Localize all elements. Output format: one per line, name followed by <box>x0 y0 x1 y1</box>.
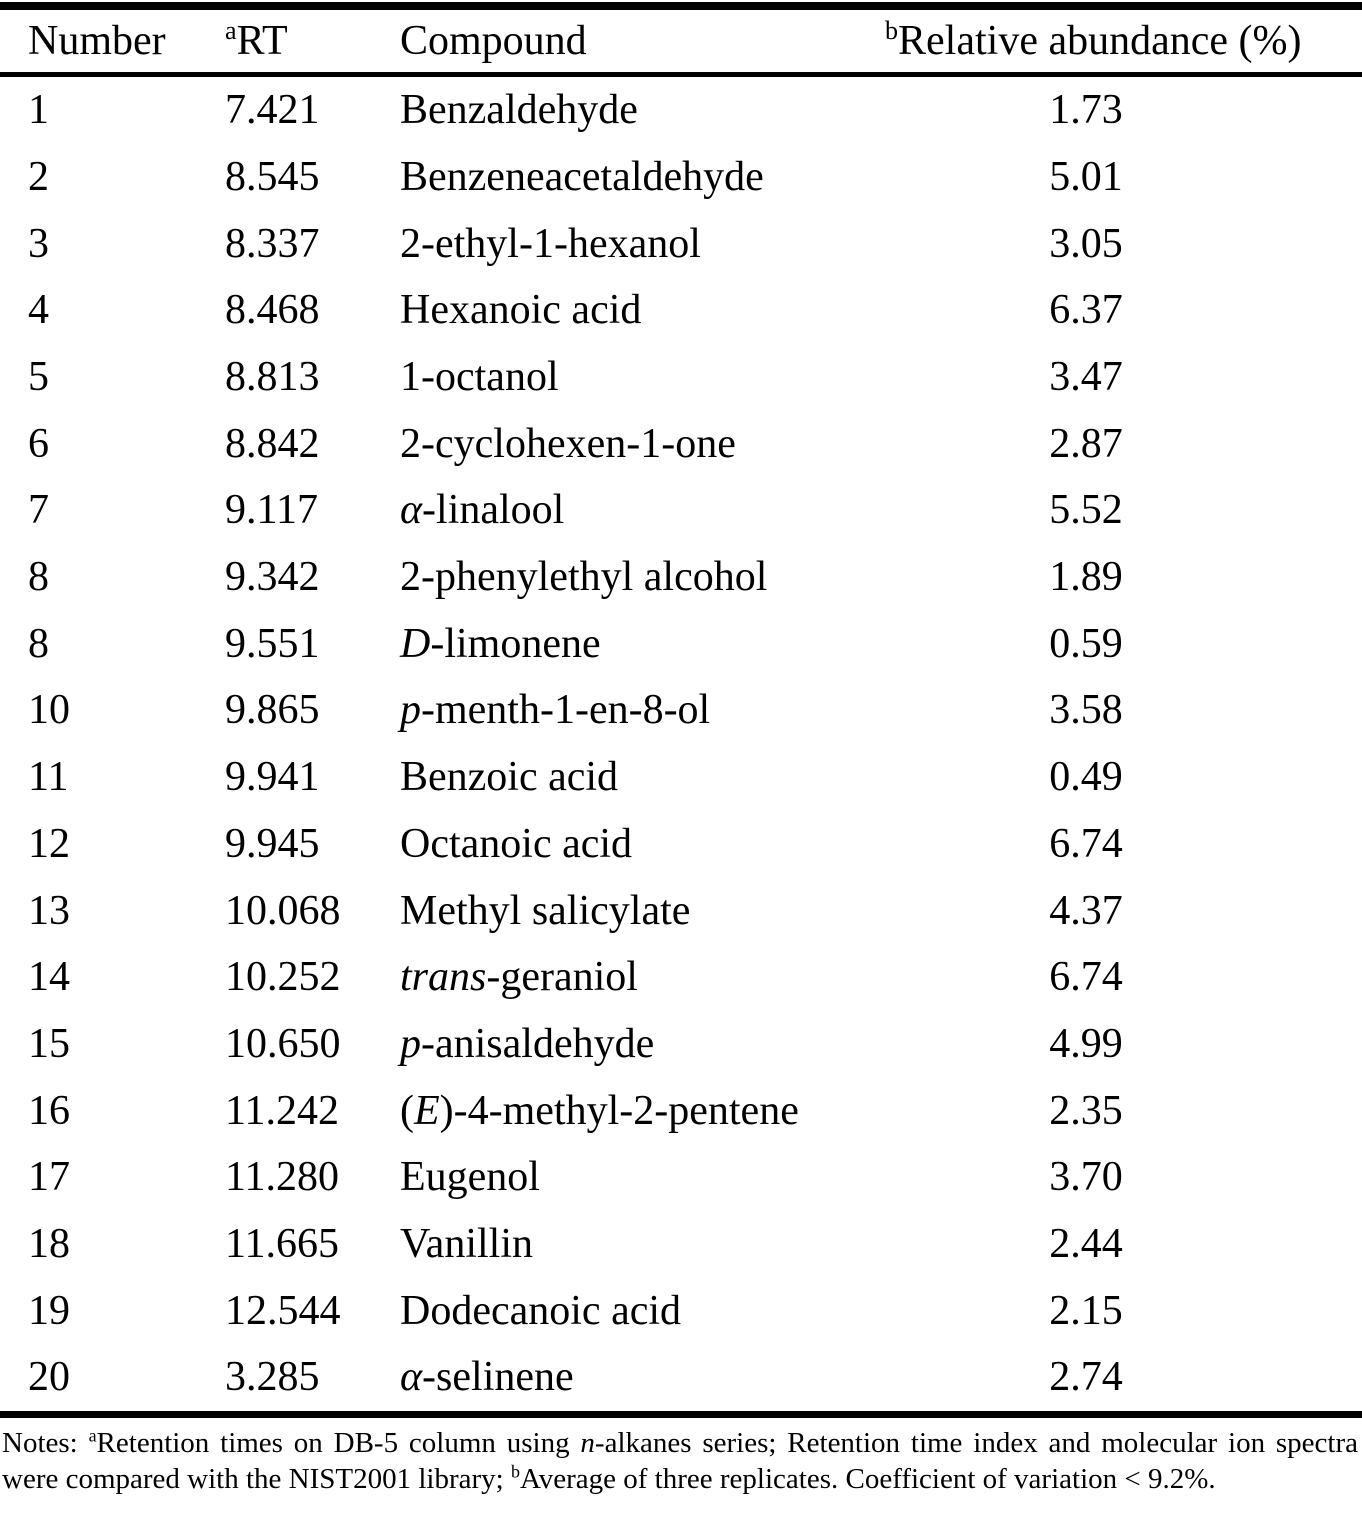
compound-cell <box>400 954 885 1000</box>
table-row <box>0 811 1362 878</box>
rt-cell: 8.813 <box>225 354 320 400</box>
number-cell: 6 <box>28 420 49 467</box>
text-segment: Benzaldehyde <box>400 87 638 134</box>
table-row <box>0 477 1362 544</box>
table-row <box>0 144 1362 211</box>
number-cell: 8 <box>28 554 49 601</box>
column-header-number <box>28 18 225 64</box>
abundance-cell: 0.59 <box>1049 620 1123 667</box>
table-bottom-rule <box>0 1411 1362 1418</box>
table-row <box>0 210 1362 277</box>
text-segment: Vanillin <box>400 1220 533 1267</box>
table-row <box>0 1077 1362 1144</box>
table-row <box>0 611 1362 678</box>
rt-cell: 11.665 <box>225 1220 339 1267</box>
italic-segment: p <box>400 687 421 734</box>
abundance-cell: 4.37 <box>1049 887 1123 934</box>
footnote-marker-b: b <box>885 15 899 45</box>
number-cell: 16 <box>28 1087 70 1134</box>
compound-cell <box>400 421 885 467</box>
text-segment: Notes: <box>2 1426 89 1459</box>
compound-cell <box>400 1088 885 1134</box>
abundance-cell: 3.58 <box>1049 687 1123 734</box>
text-segment: )-4-methyl-2-pentene <box>439 1087 799 1134</box>
rt-cell: 3.285 <box>225 1354 320 1401</box>
compound-cell <box>400 687 885 733</box>
number-cell: 4 <box>28 287 49 334</box>
column-header-label: Relative abundance (%) <box>898 17 1302 64</box>
abundance-cell: 2.44 <box>1049 1220 1123 1267</box>
number-cell: 8 <box>28 620 49 667</box>
rt-cell: 11.242 <box>225 1087 339 1134</box>
text-segment: -geraniol <box>486 954 638 1001</box>
table-row <box>0 344 1362 411</box>
italic-segment: E <box>414 1087 440 1134</box>
abundance-cell: 5.01 <box>1049 153 1123 200</box>
number-cell: 17 <box>28 1154 70 1201</box>
superscript: a <box>88 1425 97 1446</box>
compound-cell <box>400 1021 885 1067</box>
table-row <box>0 1277 1362 1344</box>
text-segment: Methyl salicylate <box>400 887 691 934</box>
text-segment: Benzoic acid <box>400 754 619 801</box>
text-segment: -selinene <box>422 1354 574 1401</box>
number-cell: 14 <box>28 954 70 1001</box>
compound-cell <box>400 154 885 200</box>
rt-cell: 12.544 <box>225 1287 341 1334</box>
text-segment: -linalool <box>422 487 565 534</box>
abundance-cell: 4.99 <box>1049 1020 1123 1067</box>
compound-cell <box>400 87 885 133</box>
text-segment: -menth-1-en-8-ol <box>421 687 711 734</box>
abundance-cell: 6.37 <box>1049 287 1123 334</box>
abundance-cell: 2.87 <box>1049 420 1123 467</box>
abundance-cell: 3.70 <box>1049 1154 1123 1201</box>
table-row <box>0 1211 1362 1278</box>
table-row <box>0 944 1362 1011</box>
compound-cell <box>400 821 885 867</box>
abundance-cell: 1.89 <box>1049 554 1123 601</box>
abundance-cell: 5.52 <box>1049 487 1123 534</box>
abundance-cell: 0.49 <box>1049 754 1123 801</box>
italic-segment: α <box>400 487 423 534</box>
rt-cell: 10.068 <box>225 887 341 934</box>
number-cell: 3 <box>28 220 49 267</box>
rt-cell: 9.945 <box>225 820 320 867</box>
number-cell: 2 <box>28 153 49 200</box>
compound-cell <box>400 287 885 333</box>
table-body <box>0 77 1362 1411</box>
text-segment: Average of three replicates. Coefficient of variation < 9.2%. <box>519 1462 1216 1495</box>
abundance-cell: 3.47 <box>1049 354 1123 400</box>
table-row <box>0 277 1362 344</box>
italic-segment: p <box>400 1020 421 1067</box>
italic-segment: D <box>400 620 431 667</box>
abundance-cell: 3.05 <box>1049 220 1123 267</box>
column-header-rt <box>225 15 400 64</box>
abundance-cell: 1.73 <box>1049 87 1123 134</box>
superscript: b <box>510 1461 520 1482</box>
italic-segment: trans <box>400 954 487 1001</box>
column-header-compound <box>400 18 885 64</box>
compound-cell <box>400 1288 885 1334</box>
number-cell: 1 <box>28 87 49 134</box>
compound-cell <box>400 1354 885 1400</box>
abundance-cell: 2.35 <box>1049 1087 1123 1134</box>
compound-cell <box>400 554 885 600</box>
text-segment: Benzeneacetaldehyde <box>400 153 764 200</box>
column-header-label: RT <box>236 17 288 64</box>
footnote-marker-a: a <box>225 15 237 45</box>
number-cell: 15 <box>28 1020 70 1067</box>
rt-cell: 7.421 <box>225 87 320 134</box>
table-row <box>0 877 1362 944</box>
compound-table-page <box>0 2 1362 1527</box>
abundance-cell: 6.74 <box>1049 820 1123 867</box>
text-segment: ( <box>400 1087 414 1134</box>
number-cell: 7 <box>28 487 49 534</box>
abundance-cell: 6.74 <box>1049 954 1123 1001</box>
italic-segment: n <box>580 1426 595 1459</box>
rt-cell: 8.337 <box>225 220 320 267</box>
table-row <box>0 1344 1362 1411</box>
text-segment: 1-octanol <box>400 354 559 400</box>
abundance-cell: 2.74 <box>1049 1354 1123 1401</box>
number-cell: 10 <box>28 687 70 734</box>
compound-cell <box>400 621 885 667</box>
text-segment: Hexanoic acid <box>400 287 642 334</box>
rt-cell: 9.551 <box>225 620 320 667</box>
rt-cell: 8.842 <box>225 420 320 467</box>
column-header-label: Compound <box>400 17 587 64</box>
text-segment: 2-cyclohexen-1-one <box>400 420 736 467</box>
table-row <box>0 410 1362 477</box>
number-cell: 12 <box>28 820 70 867</box>
table-row <box>0 77 1362 144</box>
text-segment: -anisaldehyde <box>421 1020 655 1067</box>
text-segment: 2-ethyl-1-hexanol <box>400 220 701 267</box>
table-top-rule <box>0 2 1362 10</box>
compound-cell <box>400 487 885 533</box>
number-cell: 20 <box>28 1354 70 1401</box>
number-cell: 11 <box>28 754 69 801</box>
number-cell: 5 <box>28 354 49 400</box>
rt-cell: 8.545 <box>225 153 320 200</box>
text-segment: Octanoic acid <box>400 820 633 867</box>
number-cell: 18 <box>28 1220 70 1267</box>
table-row <box>0 544 1362 611</box>
rt-cell: 9.865 <box>225 687 320 734</box>
table-notes <box>2 1425 1358 1497</box>
text-segment: Retention times on DB-5 column using <box>96 1426 581 1459</box>
compound-cell <box>400 888 885 934</box>
column-header-label: Number <box>28 17 166 64</box>
rt-cell: 8.468 <box>225 287 320 334</box>
compound-cell <box>400 754 885 800</box>
rt-cell: 10.650 <box>225 1020 341 1067</box>
rt-cell: 9.342 <box>225 554 320 601</box>
text-segment: Eugenol <box>400 1154 540 1201</box>
table-row <box>0 677 1362 744</box>
column-header-relative-abundance <box>885 15 1362 64</box>
table-row <box>0 1144 1362 1211</box>
table-row <box>0 1011 1362 1078</box>
text-segment: Dodecanoic acid <box>400 1287 682 1334</box>
rt-cell: 10.252 <box>225 954 341 1001</box>
compound-cell <box>400 221 885 267</box>
text-segment: 2-phenylethyl alcohol <box>400 554 768 601</box>
rt-cell: 9.117 <box>225 487 318 534</box>
compound-cell <box>400 1221 885 1267</box>
text-segment: -alkanes series; Retention time index and molecular ion spectra were compared with the NIST2001 library; <box>2 1426 1359 1495</box>
compound-cell <box>400 1154 885 1200</box>
table-header-row <box>0 10 1362 72</box>
text-segment: -limonene <box>430 620 601 667</box>
rt-cell: 9.941 <box>225 754 320 801</box>
rt-cell: 11.280 <box>225 1154 339 1201</box>
abundance-cell: 2.15 <box>1049 1287 1123 1334</box>
number-cell: 13 <box>28 887 70 934</box>
number-cell: 19 <box>28 1287 70 1334</box>
italic-segment: α <box>400 1354 423 1401</box>
compound-cell <box>400 354 885 400</box>
table-row <box>0 744 1362 811</box>
